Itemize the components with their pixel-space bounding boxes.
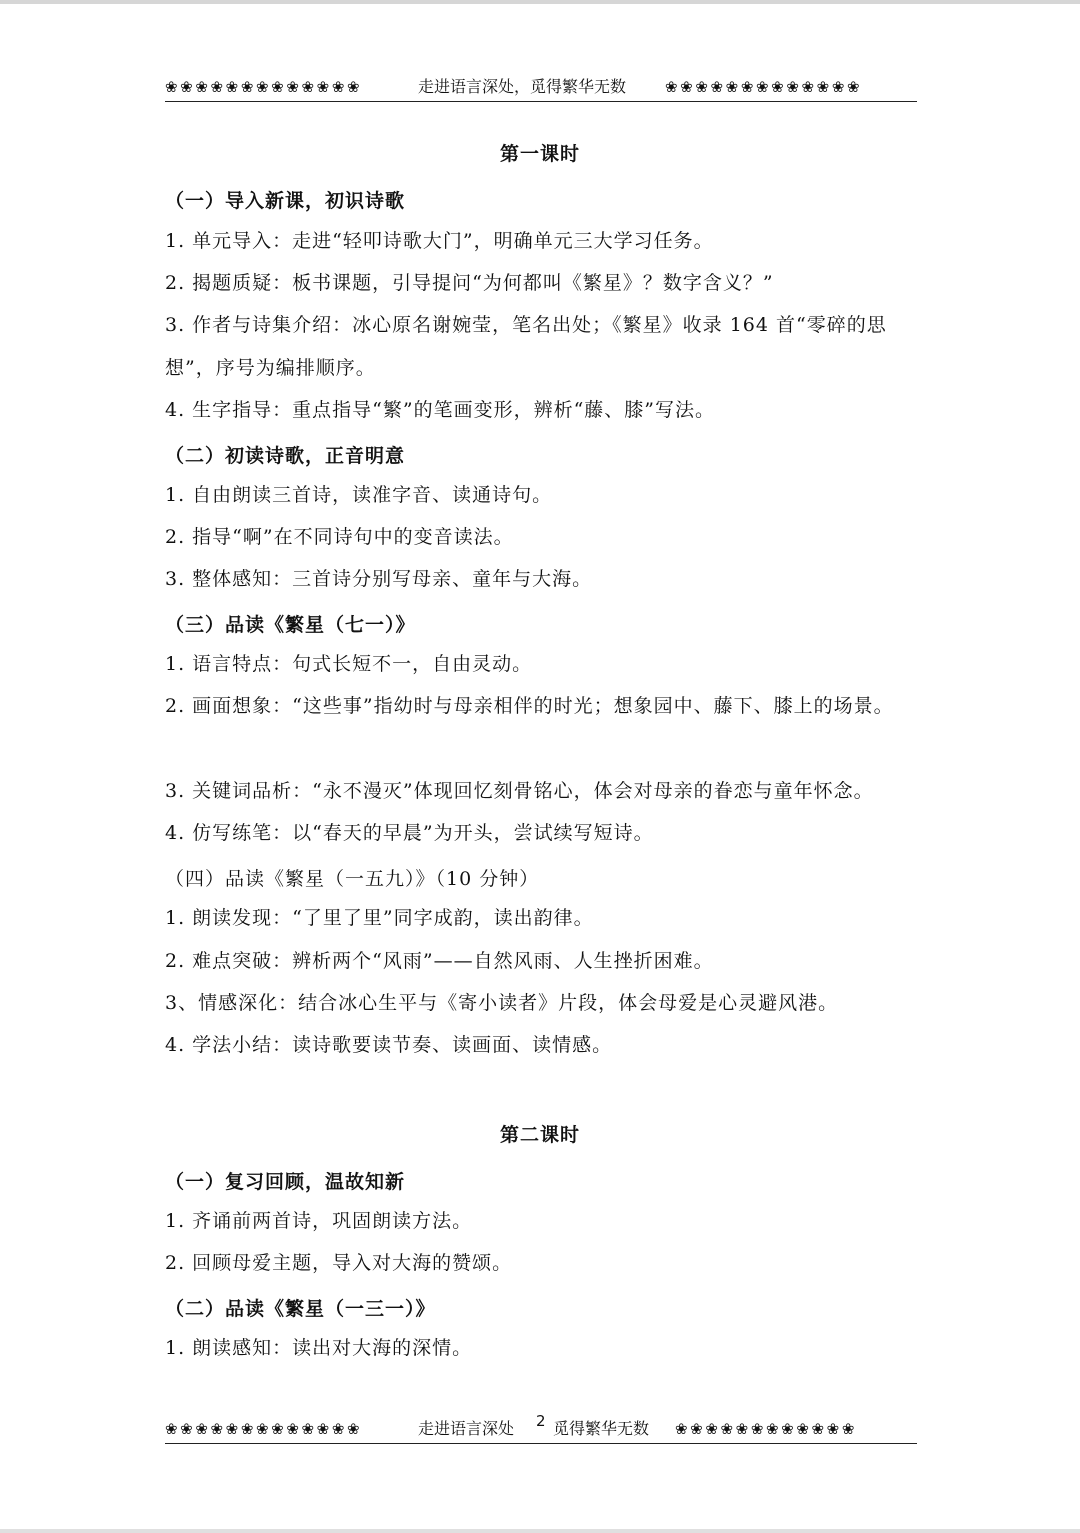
list-item: 4. 生字指导：重点指导“繁”的笔画变形，辨析“藤、膝”写法。 <box>165 399 716 421</box>
list-item: 1. 单元导入：走进“轻叩诗歌大门”，明确单元三大学习任务。 <box>165 230 714 252</box>
header-rule <box>165 101 917 102</box>
page-number: 2 <box>536 1412 546 1430</box>
window-bottom-border <box>0 1529 1080 1533</box>
list-item: 3. 整体感知：三首诗分别写母亲、童年与大海。 <box>165 568 593 590</box>
lesson1-section3-title: （三）品读《繁星（七一）》 <box>165 614 416 636</box>
lesson1-section4-title: （四）品读《繁星（一五九）》（10 分钟） <box>165 868 540 890</box>
list-item: 1. 自由朗读三首诗，读准字音、读通诗句。 <box>165 484 553 506</box>
lesson2-title: 第二课时 <box>499 1124 580 1146</box>
page-header <box>165 76 917 102</box>
footer-motto-right: 觅得繁华无数 <box>553 1419 650 1438</box>
page-footer <box>165 1412 917 1444</box>
lesson2-section2-title: （二）品读《繁星（一三一）》 <box>165 1298 436 1320</box>
window-top-border <box>0 0 1080 4</box>
lesson2-section1-title: （一）复习回顾，温故知新 <box>165 1171 406 1193</box>
header-flower-border-left: ❀❀❀❀❀❀❀❀❀❀❀❀❀ <box>165 78 363 96</box>
footer-flower-border-right: ❀❀❀❀❀❀❀❀❀❀❀❀ <box>675 1420 858 1438</box>
list-item: 3. 关键词品析：“永不漫灭”体现回忆刻骨铭心，体会对母亲的眷恋与童年怀念。 <box>165 780 874 802</box>
list-item: 2. 回顾母爱主题，导入对大海的赞颂。 <box>165 1252 513 1274</box>
lesson1-title: 第一课时 <box>499 143 580 165</box>
list-item: 2. 画面想象：“这些事”指幼时与母亲相伴的时光；想象园中、藤下、膝上的场景。 <box>165 695 894 717</box>
list-item: 4. 学法小结：读诗歌要读节奏、读画面、读情感。 <box>165 1034 613 1056</box>
list-item: 3. 作者与诗集介绍：冰心原名谢婉莹，笔名出处；《繁星》收录 164 首“零碎的思想”，序号为编排顺序。 <box>165 314 887 379</box>
list-item: 2. 难点突破：辨析两个“风雨”——自然风雨、人生挫折困难。 <box>165 950 714 972</box>
list-item: 2. 揭题质疑：板书课题，引导提问“为何都叫《繁星》？数字含义？” <box>165 272 774 294</box>
footer-motto-left: 走进语言深处 <box>418 1419 515 1438</box>
list-item: 1. 齐诵前两首诗，巩固朗读方法。 <box>165 1210 473 1232</box>
lesson1-section1-title: （一）导入新课，初识诗歌 <box>165 190 406 212</box>
header-flower-border-right: ❀❀❀❀❀❀❀❀❀❀❀❀❀ <box>665 78 863 96</box>
lesson1-section2-title: （二）初读诗歌，正音明意 <box>165 445 406 467</box>
footer-rule <box>165 1443 917 1444</box>
footer-flower-border-left: ❀❀❀❀❀❀❀❀❀❀❀❀❀ <box>165 1420 363 1438</box>
list-item: 1. 语言特点：句式长短不一，自由灵动。 <box>165 653 533 675</box>
list-item: 4. 仿写练笔：以“春天的早晨”为开头，尝试续写短诗。 <box>165 822 654 844</box>
header-motto: 走进语言深处，觅得繁华无数 <box>418 77 627 96</box>
list-item: 3、情感深化：结合冰心生平与《寄小读者》片段，体会母爱是心灵避风港。 <box>165 992 839 1014</box>
list-item: 2. 指导“啊”在不同诗句中的变音读法。 <box>165 526 514 548</box>
list-item: 1. 朗读感知：读出对大海的深情。 <box>165 1337 473 1359</box>
list-item: 1. 朗读发现：“了里了里”同字成韵，读出韵律。 <box>165 907 594 929</box>
